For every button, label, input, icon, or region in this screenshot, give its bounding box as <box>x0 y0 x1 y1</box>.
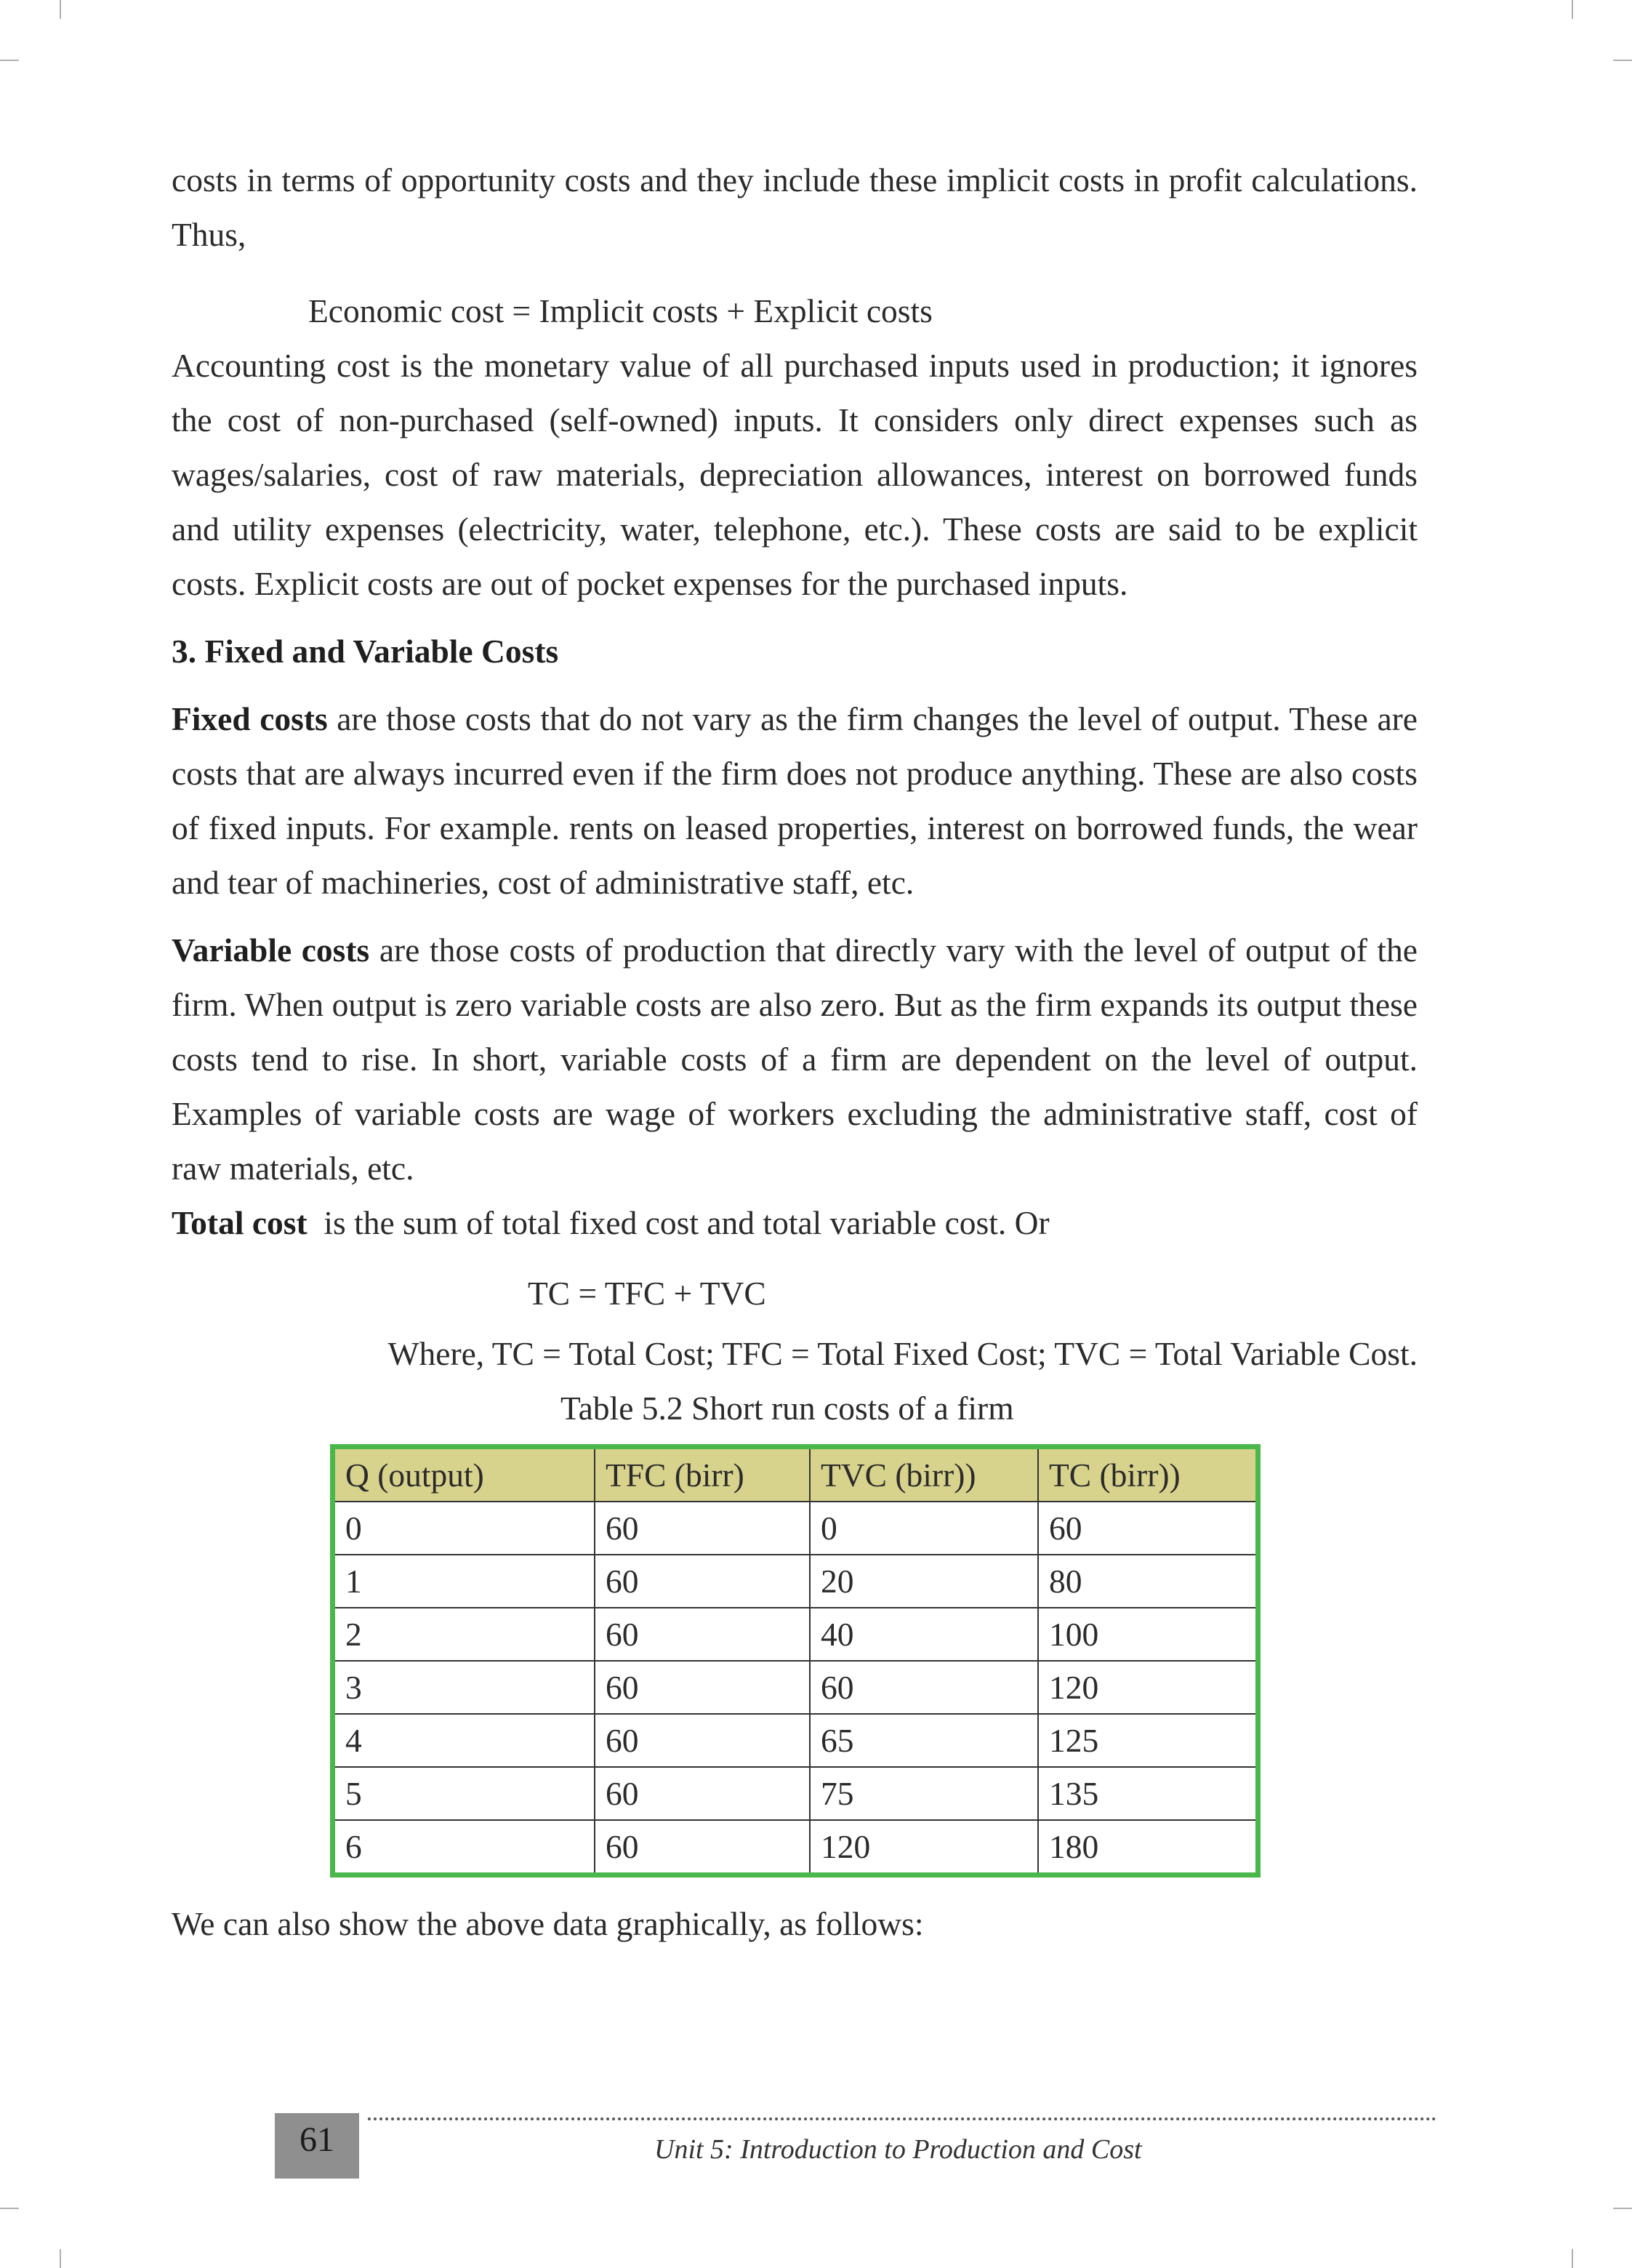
paragraph-opportunity-costs: costs in terms of opportunity costs and they include these implicit costs in profit calculations. Thus, <box>172 161 1418 253</box>
cell-tc: 120 <box>1038 1661 1258 1714</box>
total-cost-definition: is the sum of total fixed cost and total variable cost. Or <box>307 1204 1050 1241</box>
page-number: 61 <box>275 2113 359 2179</box>
table-row <box>333 1502 1258 1555</box>
page-content <box>172 153 1418 1951</box>
cell-q: 2 <box>333 1608 595 1661</box>
cell-tc: 135 <box>1038 1767 1258 1820</box>
crop-mark <box>1572 2249 1573 2268</box>
section-heading: 3. Fixed and Variable Costs <box>172 633 559 670</box>
cell-tfc: 60 <box>595 1820 810 1875</box>
cell-q: 4 <box>333 1714 595 1767</box>
cell-tvc: 65 <box>810 1714 1038 1767</box>
cell-q: 0 <box>333 1502 595 1555</box>
cell-q: 3 <box>333 1661 595 1714</box>
cell-tvc: 120 <box>810 1820 1038 1875</box>
cell-q: 1 <box>333 1555 595 1608</box>
cell-tvc: 20 <box>810 1555 1038 1608</box>
footer-divider <box>368 2117 1436 2120</box>
cell-tc: 180 <box>1038 1820 1258 1875</box>
crop-mark <box>60 0 61 19</box>
column-header-tfc: TFC (birr) <box>595 1447 810 1502</box>
table-row <box>333 1714 1258 1767</box>
table-row <box>333 1555 1258 1608</box>
table-caption: Table 5.2 Short run costs of a firm <box>560 1390 1014 1427</box>
equation-legend: Where, TC = Total Cost; TFC = Total Fixed Cost; TVC = Total Variable Cost. <box>387 1335 1418 1372</box>
fixed-costs-term: Fixed costs <box>172 700 328 737</box>
paragraph-graph-intro: We can also show the above data graphically, as follows: <box>172 1905 924 1942</box>
paragraph-fixed-costs <box>172 692 1418 910</box>
column-header-tc: TC (birr)) <box>1038 1447 1258 1502</box>
cell-tvc: 60 <box>810 1661 1038 1714</box>
crop-mark <box>60 2249 61 2268</box>
cell-tc: 125 <box>1038 1714 1258 1767</box>
cell-tvc: 75 <box>810 1767 1038 1820</box>
table-row <box>333 1608 1258 1661</box>
cell-q: 6 <box>333 1820 595 1875</box>
short-run-costs-table <box>330 1444 1261 1878</box>
variable-costs-definition: are those costs of production that directly vary with the level of output of the firm. When output is zero variable costs are also zero. But as the firm expands its output these costs tend to rise. In short, variable costs of a firm are dependent on the level of output. Examples of variable costs are wage of workers excluding the administrative staff, cost of raw materials, etc. <box>172 931 1418 1187</box>
fixed-costs-definition: are those costs that do not vary as the firm changes the level of output. These are costs that are always incurred even if the firm does not produce anything. These are also costs of fixed inputs. For example. rents on leased properties, interest on borrowed funds, the wear and tear of machineries, cost of administrative staff, etc. <box>172 700 1418 901</box>
crop-mark <box>1572 0 1573 19</box>
cell-tc: 60 <box>1038 1502 1258 1555</box>
variable-costs-term: Variable costs <box>172 931 370 969</box>
economic-cost-equation: Economic cost = Implicit costs + Explicit costs <box>308 292 933 329</box>
table-row <box>333 1820 1258 1875</box>
cell-tc: 100 <box>1038 1608 1258 1661</box>
table-row <box>333 1661 1258 1714</box>
crop-mark <box>1613 60 1632 61</box>
crop-mark <box>0 2208 19 2209</box>
table-row <box>333 1767 1258 1820</box>
paragraph-total-cost <box>172 1195 1418 1250</box>
cell-tvc: 0 <box>810 1502 1038 1555</box>
paragraph-variable-costs <box>172 923 1418 1195</box>
cell-tfc: 60 <box>595 1767 810 1820</box>
crop-mark <box>0 60 19 61</box>
cell-tc: 80 <box>1038 1555 1258 1608</box>
column-header-tvc: TVC (birr)) <box>810 1447 1038 1502</box>
total-cost-term: Total cost <box>172 1204 307 1241</box>
cell-tvc: 40 <box>810 1608 1038 1661</box>
cell-tfc: 60 <box>595 1714 810 1767</box>
total-cost-equation: TC = TFC + TVC <box>528 1275 766 1312</box>
column-header-q: Q (output) <box>333 1447 595 1502</box>
cell-q: 5 <box>333 1767 595 1820</box>
crop-mark <box>1613 2208 1632 2209</box>
paragraph-accounting-cost: Accounting cost is the monetary value of all purchased inputs used in production; it ignores the cost of non-purchased (self-owned) inputs. It considers only direct expenses such as wages/salaries, cost of raw materials, depreciation allowances, interest on borrowed funds and utility expenses (electricity, water, telephone, etc.). These costs are said to be explicit costs. Explicit costs are out of pocket expenses for the purchased inputs. <box>172 347 1418 602</box>
cell-tfc: 60 <box>595 1502 810 1555</box>
footer-unit-title: Unit 5: Introduction to Production and Cost <box>654 2134 1142 2165</box>
cell-tfc: 60 <box>595 1555 810 1608</box>
cell-tfc: 60 <box>595 1608 810 1661</box>
table-header-row <box>333 1447 1258 1502</box>
cell-tfc: 60 <box>595 1661 810 1714</box>
